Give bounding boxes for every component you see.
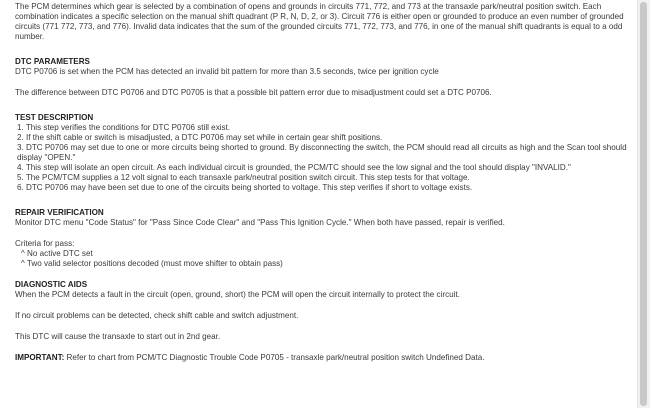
- test-description-list: [15, 123, 634, 193]
- intro-paragraph: The PCM determines which gear is selected by a combination of opens and grounds in circuits 771, 772, and 773 at the transaxle park/neutral position switch. Each combination indicates a specific selection on the manual shift quadrant (P R, N, D, 2, or 3). Circuit 776 is either open or grounded to produce an even number of grounded circuits (771 772, 773, and 776). Invalid data indicates that the sum of the grounded circuits 771, 772, 773, and 776, in one of the manual shift quadrants is equal to a odd number.: [15, 2, 624, 41]
- important-label: IMPORTANT:: [15, 353, 65, 362]
- list-item: 4. This step will isolate an open circuit. As each individual circuit is grounded, the PCM/TC should see the low signal and the tool should display "INVALID.": [17, 163, 571, 172]
- scrollbar-thumb[interactable]: [640, 2, 647, 406]
- list-item: 5. The PCM/TCM supplies a 12 volt signal to each transaxle park/neutral position switch circuit. This step tests for that voltage.: [17, 173, 470, 182]
- vertical-scrollbar[interactable]: [637, 0, 650, 408]
- criteria-label: Criteria for pass:: [15, 239, 75, 248]
- important-note: [15, 353, 634, 363]
- test-description-heading: TEST DESCRIPTION: [15, 113, 94, 122]
- repair-verification-text: Monitor DTC menu "Code Status" for "Pass Since Code Clear" and "Pass This Ignition Cycle." When both have passed, repair is verified.: [15, 218, 505, 227]
- list-item: 3. DTC P0706 may set due to one or more circuits being shorted to ground. By disconnecting the switch, the PCM should read all circuits as high and the Scan tool should display "OPEN.": [17, 143, 627, 162]
- repair-verification-heading: REPAIR VERIFICATION: [15, 208, 104, 217]
- list-item: ^ No active DTC set: [21, 249, 93, 258]
- important-text: Refer to chart from PCM/TC Diagnostic Trouble Code P0705 - transaxle park/neutral position switch Undefined Data.: [64, 353, 485, 362]
- dtc-parameters-heading: DTC PARAMETERS: [15, 57, 90, 66]
- list-item: 2. If the shift cable or switch is misadjusted, a DTC P0706 may set while in certain gear shift positions.: [17, 133, 383, 142]
- diagnostic-aids-heading: DIAGNOSTIC AIDS: [15, 280, 88, 289]
- dtc-difference-text: The difference between DTC P0706 and DTC P0705 is that a possible bit pattern error due to misadjustment could set a DTC P0706.: [15, 88, 492, 97]
- diagnostic-aids-text-1: When the PCM detects a fault in the circuit (open, ground, short) the PCM will open the circuit internally to protect the circuit.: [15, 290, 460, 299]
- criteria-list: [15, 249, 634, 269]
- list-item: ^ Two valid selector positions decoded (must move shifter to obtain pass): [21, 259, 283, 268]
- list-item: 6. DTC P0706 may have been set due to one of the circuits being shorted to voltage. This step verifies if short to voltage exists.: [17, 183, 473, 192]
- dtc-parameters-text: DTC P0706 is set when the PCM has detected an invalid bit pattern for more than 3.5 seconds, twice per ignition cycle: [15, 67, 439, 76]
- list-item: 1. This step verifies the conditions for DTC P0706 still exist.: [17, 123, 231, 132]
- diagnostic-aids-text-3: This DTC will cause the transaxle to start out in 2nd gear.: [15, 332, 221, 341]
- diagnostic-aids-text-2: If no circuit problems can be detected, check shift cable and switch adjustment.: [15, 311, 299, 320]
